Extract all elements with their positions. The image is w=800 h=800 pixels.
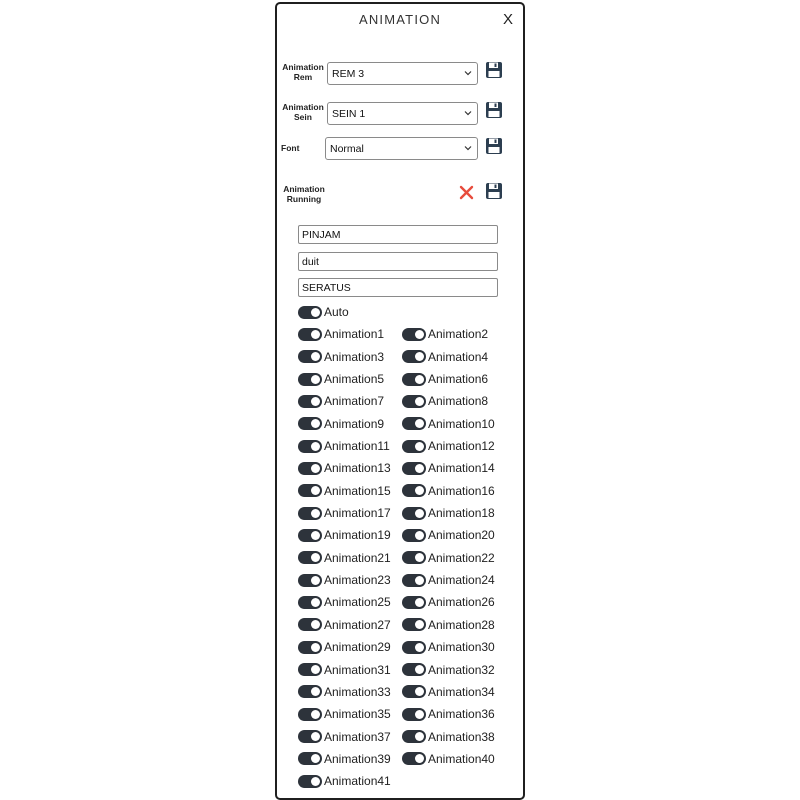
toggle-label: Animation23	[324, 573, 391, 588]
toggle-switch[interactable]	[298, 417, 322, 430]
save-running-floppy-disk-icon[interactable]	[485, 182, 503, 200]
toggle-animation38[interactable]	[402, 729, 495, 745]
toggle-label: Animation26	[428, 595, 495, 610]
toggle-animation25[interactable]	[298, 594, 391, 610]
toggle-label: Animation24	[428, 573, 495, 588]
toggle-row	[298, 706, 513, 728]
toggle-label: Animation16	[428, 483, 495, 498]
toggle-label: Animation38	[428, 729, 495, 744]
toggle-label: Animation2	[428, 327, 489, 342]
toggle-animation28[interactable]	[402, 617, 495, 633]
toggle-label: Animation20	[428, 528, 495, 543]
animation-toggle-list	[298, 304, 513, 796]
font-select[interactable]	[325, 137, 478, 160]
toggle-label: Animation27	[324, 617, 391, 632]
toggle-animation23[interactable]	[298, 572, 391, 588]
animation-sein-label: Animation Sein	[282, 102, 324, 122]
toggle-label: Animation6	[428, 372, 489, 387]
toggle-label: Animation15	[324, 483, 391, 498]
toggle-label: Animation37	[324, 729, 391, 744]
toggle-row	[298, 773, 513, 795]
toggle-animation29[interactable]	[298, 639, 391, 655]
toggle-animation12[interactable]	[402, 438, 495, 454]
toggle-label: Animation22	[428, 550, 495, 565]
toggle-switch[interactable]	[298, 484, 322, 497]
toggle-animation21[interactable]	[298, 550, 391, 566]
toggle-animation24[interactable]	[402, 572, 495, 588]
running-text-field-1[interactable]: PINJAM	[298, 225, 498, 244]
toggle-label: Animation14	[428, 461, 495, 476]
toggle-label: Animation3	[324, 349, 385, 364]
toggle-row	[298, 572, 513, 594]
toggle-switch[interactable]	[298, 551, 322, 564]
toggle-row	[298, 393, 513, 415]
toggle-animation31[interactable]	[298, 662, 391, 678]
font-value: Normal	[330, 142, 364, 155]
clear-running-x-icon[interactable]	[459, 185, 474, 200]
toggle-animation27[interactable]	[298, 617, 391, 633]
toggle-switch[interactable]	[298, 306, 322, 319]
font-label: Font	[281, 143, 300, 153]
toggle-animation6[interactable]	[402, 371, 488, 387]
toggle-switch[interactable]	[298, 663, 322, 676]
toggle-switch[interactable]	[402, 730, 426, 743]
toggle-row	[298, 662, 513, 684]
toggle-label: Animation28	[428, 617, 495, 632]
chevron-down-icon	[463, 143, 473, 153]
toggle-label: Animation30	[428, 640, 495, 655]
dialog-title: ANIMATION	[358, 12, 442, 27]
toggle-label: Animation40	[428, 751, 495, 766]
running-text-field-2[interactable]: duit	[298, 252, 498, 271]
save-sein-floppy-disk-icon[interactable]	[485, 101, 503, 119]
toggle-row	[298, 751, 513, 773]
toggle-label: Animation34	[428, 684, 495, 699]
toggle-animation11[interactable]	[298, 438, 390, 454]
toggle-animation34[interactable]	[402, 684, 495, 700]
animation-running-label: Animation Running	[283, 184, 325, 204]
animation-rem-value: REM 3	[332, 67, 365, 80]
toggle-animation30[interactable]	[402, 639, 495, 655]
toggle-auto[interactable]	[298, 304, 349, 320]
toggle-switch[interactable]	[298, 462, 322, 475]
toggle-animation20[interactable]	[402, 527, 495, 543]
toggle-animation1[interactable]	[298, 326, 384, 342]
toggle-row	[298, 729, 513, 751]
toggle-row	[298, 304, 513, 326]
toggle-label: Animation4	[428, 349, 489, 364]
toggle-switch[interactable]	[298, 730, 322, 743]
toggle-animation32[interactable]	[402, 662, 495, 678]
chevron-down-icon	[463, 68, 473, 78]
toggle-switch[interactable]	[402, 529, 426, 542]
animation-rem-select[interactable]	[327, 62, 478, 85]
toggle-switch[interactable]	[402, 596, 426, 609]
toggle-switch[interactable]	[298, 395, 322, 408]
toggle-animation39[interactable]	[298, 751, 391, 767]
toggle-animation15[interactable]	[298, 483, 391, 499]
toggle-label: Animation10	[428, 416, 495, 431]
toggle-row	[298, 349, 513, 371]
toggle-switch[interactable]	[298, 440, 322, 453]
toggle-switch[interactable]	[298, 350, 322, 363]
toggle-switch[interactable]	[298, 775, 322, 788]
toggle-row	[298, 617, 513, 639]
toggle-animation3[interactable]	[298, 349, 384, 365]
animation-dialog	[275, 2, 525, 800]
toggle-label: Animation25	[324, 595, 391, 610]
toggle-row	[298, 505, 513, 527]
toggle-switch[interactable]	[298, 507, 322, 520]
toggle-label: Animation7	[324, 394, 385, 409]
toggle-switch[interactable]	[402, 440, 426, 453]
toggle-row	[298, 639, 513, 661]
toggle-animation19[interactable]	[298, 527, 391, 543]
toggle-switch[interactable]	[298, 373, 322, 386]
save-font-floppy-disk-icon[interactable]	[485, 137, 503, 155]
toggle-animation8[interactable]	[402, 393, 488, 409]
toggle-animation36[interactable]	[402, 706, 495, 722]
toggle-label: Auto	[324, 305, 349, 319]
toggle-animation2[interactable]	[402, 326, 488, 342]
toggle-animation17[interactable]	[298, 505, 391, 521]
toggle-switch[interactable]	[402, 328, 426, 341]
toggle-row	[298, 416, 513, 438]
toggle-switch[interactable]	[298, 708, 322, 721]
toggle-switch[interactable]	[402, 752, 426, 765]
toggle-switch[interactable]	[298, 752, 322, 765]
toggle-animation18[interactable]	[402, 505, 495, 521]
toggle-label: Animation31	[324, 662, 391, 677]
toggle-label: Animation11	[324, 439, 390, 454]
toggle-switch[interactable]	[402, 417, 426, 430]
toggle-animation5[interactable]	[298, 371, 384, 387]
toggle-row	[298, 326, 513, 348]
toggle-animation41[interactable]	[298, 773, 391, 789]
toggle-switch[interactable]	[402, 618, 426, 631]
toggle-row	[298, 684, 513, 706]
toggle-switch[interactable]	[298, 685, 322, 698]
toggle-label: Animation33	[324, 684, 391, 699]
toggle-row	[298, 460, 513, 482]
toggle-animation9[interactable]	[298, 416, 384, 432]
toggle-switch[interactable]	[298, 596, 322, 609]
toggle-label: Animation39	[324, 751, 391, 766]
animation-sein-value: SEIN 1	[332, 107, 366, 120]
animation-rem-label: Animation Rem	[282, 62, 324, 82]
toggle-switch[interactable]	[402, 373, 426, 386]
toggle-row	[298, 527, 513, 549]
toggle-switch[interactable]	[298, 618, 322, 631]
toggle-label: Animation41	[324, 774, 391, 789]
chevron-down-icon	[463, 108, 473, 118]
toggle-row	[298, 483, 513, 505]
toggle-label: Animation8	[428, 394, 489, 409]
toggle-label: Animation32	[428, 662, 495, 677]
toggle-label: Animation35	[324, 707, 391, 722]
toggle-label: Animation1	[324, 327, 385, 342]
toggle-animation4[interactable]	[402, 349, 488, 365]
toggle-animation14[interactable]	[402, 460, 495, 476]
save-rem-floppy-disk-icon[interactable]	[485, 61, 503, 79]
toggle-switch[interactable]	[402, 395, 426, 408]
toggle-label: Animation36	[428, 707, 495, 722]
toggle-switch[interactable]	[402, 350, 426, 363]
toggle-label: Animation5	[324, 372, 385, 387]
toggle-animation26[interactable]	[402, 594, 495, 610]
toggle-switch[interactable]	[402, 708, 426, 721]
toggle-row	[298, 594, 513, 616]
toggle-animation7[interactable]	[298, 393, 384, 409]
toggle-label: Animation9	[324, 416, 385, 431]
toggle-switch[interactable]	[402, 462, 426, 475]
toggle-animation35[interactable]	[298, 706, 391, 722]
toggle-switch[interactable]	[298, 529, 322, 542]
toggle-label: Animation13	[324, 461, 391, 476]
toggle-label: Animation19	[324, 528, 391, 543]
toggle-label: Animation21	[324, 550, 391, 565]
toggle-switch[interactable]	[402, 641, 426, 654]
toggle-switch[interactable]	[298, 574, 322, 587]
toggle-animation22[interactable]	[402, 550, 495, 566]
toggle-row	[298, 550, 513, 572]
animation-sein-select[interactable]	[327, 102, 478, 125]
toggle-animation13[interactable]	[298, 460, 391, 476]
close-button[interactable]: X	[503, 11, 514, 28]
toggle-switch[interactable]	[402, 484, 426, 497]
toggle-animation33[interactable]	[298, 684, 391, 700]
toggle-label: Animation18	[428, 506, 495, 521]
toggle-animation37[interactable]	[298, 729, 391, 745]
toggle-switch[interactable]	[402, 507, 426, 520]
toggle-switch[interactable]	[402, 551, 426, 564]
toggle-animation16[interactable]	[402, 483, 495, 499]
toggle-switch[interactable]	[402, 574, 426, 587]
toggle-switch[interactable]	[298, 328, 322, 341]
toggle-label: Animation12	[428, 439, 495, 454]
toggle-animation40[interactable]	[402, 751, 495, 767]
toggle-animation10[interactable]	[402, 416, 495, 432]
toggle-switch[interactable]	[402, 685, 426, 698]
toggle-label: Animation29	[324, 640, 391, 655]
running-text-field-3[interactable]: SERATUS	[298, 278, 498, 297]
toggle-row	[298, 438, 513, 460]
toggle-switch[interactable]	[298, 641, 322, 654]
toggle-label: Animation17	[324, 506, 391, 521]
toggle-row	[298, 371, 513, 393]
toggle-switch[interactable]	[402, 663, 426, 676]
